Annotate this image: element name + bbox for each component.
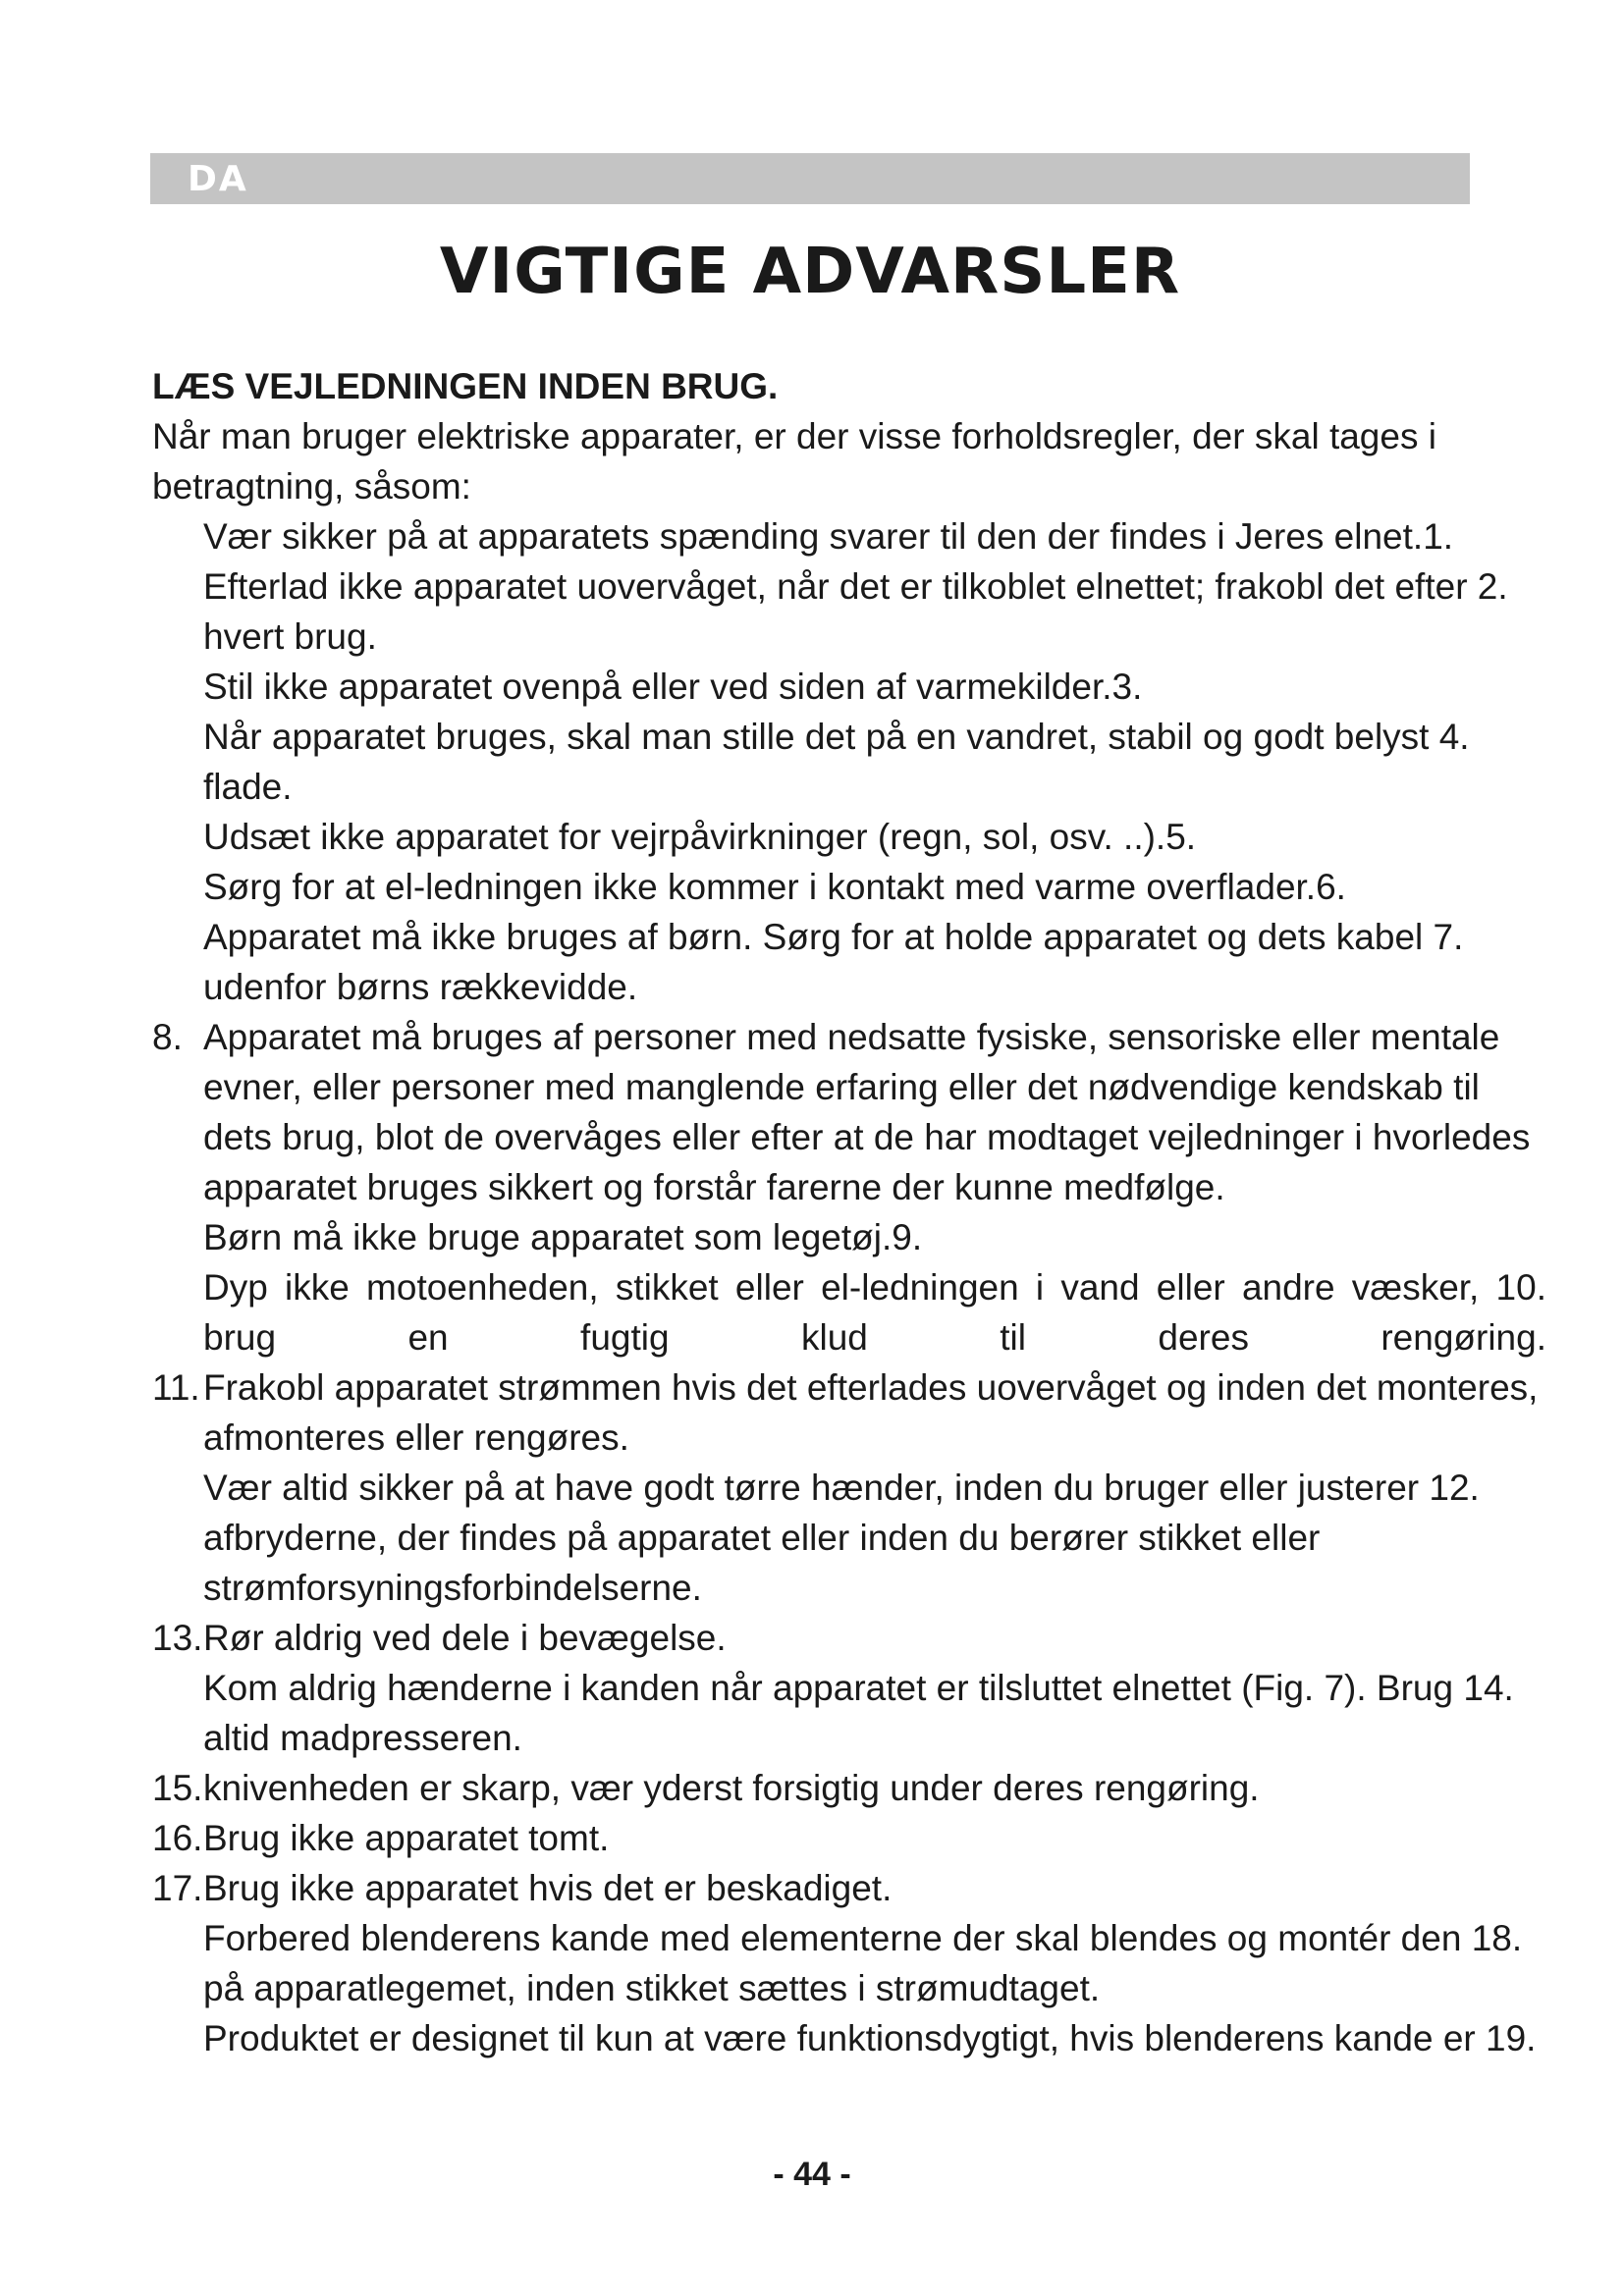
list-item bbox=[152, 912, 1546, 1012]
item-number: 8. bbox=[152, 1017, 183, 1057]
page-title: VIGTIGE ADVARSLER bbox=[439, 236, 1181, 308]
item-text: Apparatet må ikke bruges af børn. Sørg for at holde apparatet og dets kabel 7. udenfor børns rækkevidde. bbox=[203, 917, 1464, 1007]
item-text: Forbered blenderens kande med elementerne der skal blendes og montér den 18. på apparatlegemet, inden stikket sættes i strømudtaget. bbox=[203, 1918, 1523, 2008]
list-item bbox=[152, 712, 1546, 812]
item-number: 11. bbox=[152, 1367, 200, 1408]
warnings-list bbox=[152, 511, 1546, 2063]
list-item bbox=[152, 1262, 1546, 1362]
list-item bbox=[152, 1362, 1546, 1463]
list-item bbox=[152, 1212, 1546, 1262]
item-text: Produktet er designet til kun at være funktionsdygtigt, hvis blenderens kande er 19. bbox=[203, 2018, 1537, 2058]
item-number: 15. bbox=[152, 1768, 203, 1808]
page-number: - 44 - bbox=[773, 2156, 851, 2193]
list-item bbox=[152, 2013, 1546, 2063]
item-text: Vær altid sikker på at have godt tørre hænder, inden du bruger eller justerer 12. afbryderne, der findes på apparatet eller inden du berører stikket eller strømforsyningsforbindelserne. bbox=[203, 1468, 1480, 1608]
list-item bbox=[152, 511, 1546, 561]
language-code: DA bbox=[188, 159, 248, 199]
section-subtitle: LÆS VEJLEDNINGEN INDEN BRUG. bbox=[152, 366, 779, 406]
item-text: Frakobl apparatet strømmen hvis det efterlades uovervåget og inden det monteres, afmonteres eller rengøres. bbox=[203, 1367, 1539, 1458]
list-item bbox=[152, 812, 1546, 862]
item-text: Børn må ikke bruge apparatet som legetøj.9. bbox=[203, 1217, 923, 1257]
item-text: Kom aldrig hænderne i kanden når apparatet er tilsluttet elnettet (Fig. 7). Brug 14. altid madpresseren. bbox=[203, 1668, 1514, 1758]
list-item bbox=[152, 1613, 1546, 1663]
item-text: Når apparatet bruges, skal man stille det på en vandret, stabil og godt belyst 4. flade. bbox=[203, 717, 1470, 807]
item-text: Brug ikke apparatet tomt. bbox=[203, 1818, 610, 1858]
item-number: 17. bbox=[152, 1868, 203, 1908]
list-item bbox=[152, 1863, 1546, 1913]
item-text: Vær sikker på at apparatets spænding svarer til den der findes i Jeres elnet.1. bbox=[203, 516, 1454, 557]
item-text: Stil ikke apparatet ovenpå eller ved siden af varmekilder.3. bbox=[203, 667, 1143, 707]
intro-paragraph: Når man bruger elektriske apparater, er der visse forholdsregler, der skal tages i betragtning, såsom: bbox=[152, 416, 1436, 507]
item-text: knivenheden er skarp, vær yderst forsigtig under deres rengøring. bbox=[203, 1768, 1260, 1808]
item-text: Efterlad ikke apparatet uovervåget, når det er tilkoblet elnettet; frakobl det efter 2. hvert brug. bbox=[203, 566, 1508, 657]
list-item bbox=[152, 561, 1546, 662]
item-text: Sørg for at el-ledningen ikke kommer i kontakt med varme overflader.6. bbox=[203, 867, 1346, 907]
item-text: Udsæt ikke apparatet for vejrpåvirkninger (regn, sol, osv. ..).5. bbox=[203, 817, 1197, 857]
item-text: Apparatet må bruges af personer med nedsatte fysiske, sensoriske eller mentale evner, eller personer med manglende erfaring eller det nødvendige kendskab til dets brug, blot de overvåges eller efter at de har modtaget vejledninger i hvorledes apparatet bruges sikkert og forstår farerne der kunne medfølge. bbox=[203, 1017, 1531, 1207]
language-header-bar bbox=[150, 153, 1470, 204]
item-text: Dyp ikke motoenheden, stikket eller el-ledningen i vand eller andre væsker, 10. brug en fugtig klud til deres rengøring. bbox=[203, 1267, 1546, 1358]
item-text: Rør aldrig ved dele i bevægelse. bbox=[203, 1618, 727, 1658]
item-number: 16. bbox=[152, 1818, 203, 1858]
item-number: 13. bbox=[152, 1618, 203, 1658]
list-item bbox=[152, 1763, 1546, 1813]
list-item bbox=[152, 1463, 1546, 1613]
list-item bbox=[152, 1663, 1546, 1763]
list-item bbox=[152, 1813, 1546, 1863]
list-item bbox=[152, 1012, 1546, 1212]
warnings-section bbox=[152, 361, 1546, 2063]
list-item bbox=[152, 662, 1546, 712]
item-text: Brug ikke apparatet hvis det er beskadiget. bbox=[203, 1868, 893, 1908]
list-item bbox=[152, 1913, 1546, 2013]
list-item bbox=[152, 862, 1546, 912]
